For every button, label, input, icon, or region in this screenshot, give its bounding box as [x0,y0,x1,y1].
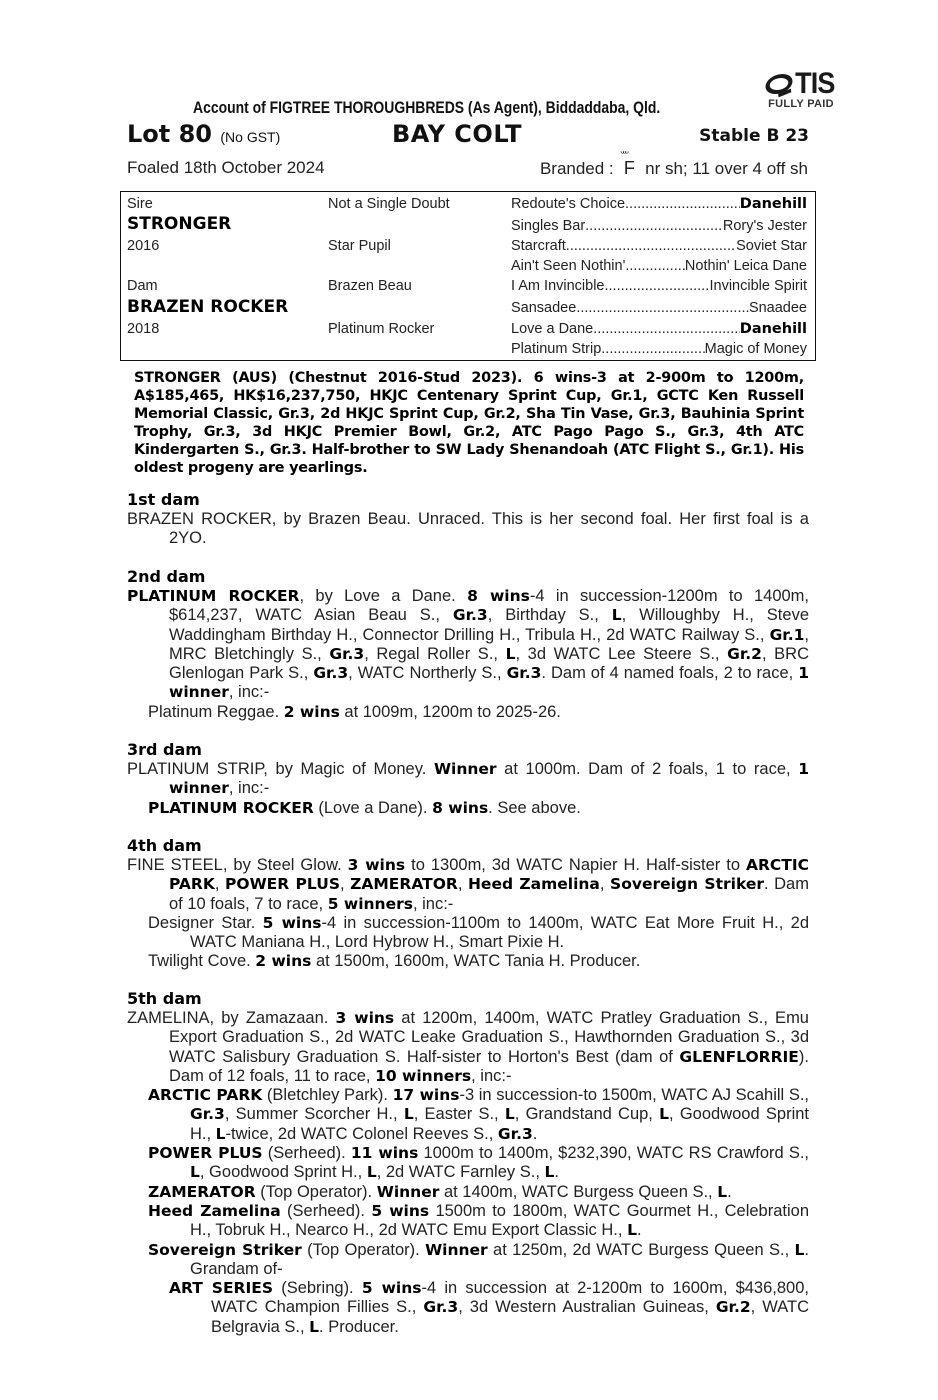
bold-text: L [504,1105,515,1124]
text: to 1300m, 3d WATC Napier H. Half-sister to [405,856,746,874]
pedigree-entry [127,760,809,799]
text: . See above. [488,798,581,817]
bold-text: Winner [376,1182,440,1201]
bold-text: 1 winner [169,760,809,798]
bold-text: ARCTIC PARK [169,856,810,894]
pedigree-entry [127,952,809,971]
pedigree-table [120,191,816,361]
text: , Easter S., [413,1105,505,1124]
great-grandparent-row: Singles Bar ..... Rory's Jester [511,217,807,235]
granddam-maternal: Platinum Rocker [328,321,435,337]
bold-text: L [544,1163,555,1182]
dam-year: 2018 [127,321,160,337]
bold-text: L [190,1163,200,1182]
text: , Regal Roller S., [364,644,506,663]
bold-text: Gr.2 [715,1298,751,1317]
text: (Sebring). [273,1279,362,1298]
text: . [727,1182,732,1201]
bold-text: L [794,1240,805,1259]
text: , by Love a Dane. [299,587,468,605]
bold-text: 5 winners [327,894,413,913]
bold-text: L [627,1221,637,1240]
section-body [127,510,809,549]
great-grandparent-row: Ain't Seen Nothin' ..... Nothin' Leica Dane [511,257,807,275]
bold-text: ARCTIC PARK [148,1086,263,1105]
brand-mark-icon: ᵕᵕᵕ F [620,147,635,178]
text: -twice, 2d WATC Colonel Reeves S., [225,1124,498,1143]
text: -3 in succession-to 1500m, WATC AJ Scahill S., [459,1086,809,1105]
dam-name: BRAZEN ROCKER [127,297,289,317]
text: . [532,1124,538,1143]
text: . Dam of 4 named foals, 2 to race, [541,664,799,683]
dam-section-3 [127,740,809,818]
vendor-account: Account of FIGTREE THOROUGHBREDS (As Agent), Biddaddaba, Qld. [193,98,661,117]
text: (Top Operator). [301,1240,426,1259]
text: , Summer Scorcher H., [224,1105,404,1124]
bold-text: PLATINUM ROCKER [127,587,300,605]
dam-section-1 [127,490,809,549]
text: , WATC Belgravia S., [211,1298,810,1336]
great-grandparent-row: Redoute's Choice ..... Danehill [511,195,807,213]
text: , inc:- [228,683,270,702]
bold-text: ZAMERATOR [350,875,458,894]
pedigree-entry [127,587,809,703]
text: , inc:- [228,779,270,798]
bold-text: L [403,1105,414,1124]
dam-section-5 [127,989,809,1337]
granddam-paternal: Star Pupil [328,238,391,254]
text: , Goodwood Sprint H., [190,1105,809,1143]
bold-text: L [309,1317,320,1336]
section-heading: 2nd dam [127,567,206,586]
bold-text: 5 wins [361,1279,422,1298]
text: Twilight Cove. [148,952,256,971]
section-body [127,856,809,972]
bold-text: Gr.3 [313,664,349,683]
text: , Goodwood Sprint H., [199,1163,367,1182]
section-heading: 3rd dam [127,740,202,759]
bold-text: 8 wins [467,587,530,605]
section-body [127,587,809,722]
bold-text: L [366,1163,377,1182]
brand-description: Branded : ᵕᵕᵕ F nr sh; 11 over 4 off sh [539,147,808,178]
great-grandparent-row: Sansadee ..... Snaadee [511,299,807,317]
text: at 1500m, 1600m, WATC Tania H. Producer. [311,952,641,971]
pedigree-entry [127,1144,809,1183]
otis-logo-icon: TIS [758,70,844,98]
great-grandparent-row: I Am Invincible ..... Invincible Spirit [511,277,807,295]
text: at 1000m. Dam of 2 foals, 1 to race, [496,760,799,778]
text: 1000m to 1400m, $232,390, WATC RS Crawford S., [418,1144,810,1163]
text: -4 in succession-1100m to 1400m, WATC Eat More Fruit H., 2d WATC Maniana H., Lord Hybrow H., Smart Pixie H. [190,913,809,952]
otis-fully-paid-logo [758,67,844,110]
text: , Birthday S., [487,606,612,625]
section-heading: 4th dam [127,836,202,855]
pedigree-entry [127,914,809,953]
bold-text: 3 wins [335,1009,395,1027]
text: -4 in succession at 2-1200m to 1600m, $436,800, WATC Champion Fillies S., [211,1279,809,1317]
text: (Top Operator). [255,1182,377,1201]
bold-text: 11 wins [350,1144,419,1163]
bold-text: Gr.3 [423,1298,459,1317]
text: ZAMELINA, by Zamazaan. [127,1009,336,1027]
text: FINE STEEL, by Steel Glow. [127,856,348,874]
bold-text: Winner [425,1240,488,1259]
text: , inc:- [412,894,454,913]
bold-text: L [659,1105,670,1124]
text: , WATC Northerly S., [348,664,507,683]
text: , Grandstand Cup, [514,1105,660,1124]
foaled-date: Foaled 18th October 2024 [127,158,325,177]
grandsire-maternal: Brazen Beau [328,278,412,294]
bold-text: Gr.3 [190,1105,225,1124]
text: at 1250m, 2d WATC Burgess Queen S., [487,1240,795,1259]
bold-text: Gr.1 [769,625,805,644]
section-body [127,1009,809,1337]
bold-text: 10 winners [375,1066,472,1085]
pedigree-entry [127,1279,809,1337]
bold-text: 17 wins [392,1086,460,1105]
dam-section-4 [127,836,809,972]
text: BRAZEN ROCKER, by Brazen Beau. Unraced. This is her second foal. Her first foal is a 2YO. [127,510,809,548]
dam-label: Dam [127,278,158,294]
bold-text: 1 winner [169,664,810,702]
pedigree-entry [127,1183,809,1202]
bold-text: Gr.3 [506,664,542,683]
pedigree-entry [127,703,809,722]
text: , [457,875,468,894]
bold-text: Heed Zamelina [148,1201,281,1220]
text: . Grandam of- [190,1240,809,1278]
pedigree-entry [127,1241,809,1280]
bold-text: Gr.2 [727,644,762,663]
bold-text: ART SERIES [169,1279,274,1298]
bold-text: POWER PLUS [148,1144,263,1163]
text: Platinum Reggae. [148,702,284,721]
sire-label: Sire [127,196,153,212]
great-grandparent-row: Platinum Strip ..... Magic of Money [511,340,807,358]
sire-year: 2016 [127,238,160,254]
text: PLATINUM STRIP, by Magic of Money. [127,760,434,778]
pedigree-entry [127,1086,809,1144]
text: , BRC Glenlogan Park S., [169,644,809,683]
pedigree-entry [127,856,809,914]
text: (Love a Dane). [313,798,433,817]
bold-text: 3 wins [347,856,406,874]
pedigree-entry [127,1202,809,1241]
bold-text: L [505,644,516,663]
gst-note: (No GST) [220,129,281,145]
bold-text: 5 wins [262,913,322,932]
dam-section-2 [127,567,809,722]
text: . [636,1221,642,1240]
text: . Producer. [319,1317,399,1336]
text: at 1009m, 1200m to 2025-26. [339,702,561,721]
text: 1500m to 1800m, WATC Gourmet H., Celebration H., Tobruk H., Nearco H., 2d WATC Emu Export Classic H., [190,1201,809,1240]
pedigree-entry [127,799,809,818]
pedigree-entry [127,510,809,549]
text: ). Dam of 12 foals, 11 to race, [169,1047,809,1085]
colour-sex: BAY COLT [392,120,523,148]
text: , 3d Western Australian Guineas, [458,1298,716,1317]
text: . Dam of 10 foals, 7 to race, [169,875,809,913]
text: , inc:- [471,1066,512,1085]
bold-text: 8 wins [432,798,489,817]
text: . [554,1163,559,1182]
bold-text: 5 wins [371,1201,430,1220]
bold-text: Heed Zamelina [467,875,600,894]
text: , MRC Bletchingly S., [169,625,809,663]
text: (Bletchley Park). [262,1086,393,1105]
bold-text: Gr.3 [452,606,488,625]
great-grandparent-row: Starcraft ..... Soviet Star [511,237,807,255]
bold-text: Gr.3 [329,644,365,663]
text: (Serheed). [280,1201,372,1220]
grandsire-paternal: Not a Single Doubt [328,196,450,212]
text: , Willoughby H., Steve Waddingham Birthday H., Connector Drilling H., Tribula H., 2d WATC Railway S., [169,606,809,644]
section-heading: 1st dam [127,490,200,509]
bold-text: Gr.3 [497,1124,533,1143]
bold-text: 2 wins [283,702,340,721]
text: , 3d WATC Lee Steere S., [515,644,728,663]
text: (Serheed). [262,1144,351,1163]
text: Designer Star. [148,913,263,932]
bold-text: Sovereign Striker [610,875,764,894]
section-heading: 5th dam [127,989,202,1008]
bold-text: POWER PLUS [225,875,340,894]
bold-text: PLATINUM ROCKER [148,798,314,817]
text: , [599,875,611,894]
lot-header [127,120,809,152]
bold-text: 2 wins [255,952,312,971]
bold-text: L [215,1124,226,1143]
text: at 1400m, WATC Burgess Queen S., [439,1182,718,1201]
sire-name: STRONGER [127,214,232,234]
great-grandparent-row: Love a Dane ..... Danehill [511,320,807,338]
lot-number: Lot 80 (No GST) [127,120,281,148]
bold-text: L [717,1182,728,1201]
text: -4 in succession-1200m to 1400m, $614,237, WATC Asian Beau S., [169,587,809,625]
text: , [340,875,351,894]
bold-text: ZAMERATOR [148,1182,256,1201]
bold-text: Winner [433,760,497,778]
text: , 2d WATC Farnley S., [376,1163,545,1182]
bold-text: L [611,606,622,625]
stable-location: Stable B 23 [699,126,809,146]
text: , [214,875,226,894]
sire-stud-note: STRONGER (AUS) (Chestnut 2016-Stud 2023). 6 wins-3 at 2-900m to 1200m, A$185,465, HK$16,237,750, HKJC Centenary Sprint Cup, Gr.1, GCTC Ken Russell Memorial Classic, Gr.3, 2d HKJC Sprint Cup, Gr.2, Sha Tin Vase, Gr.3, Bauhinia Sprint Trophy, Gr.3, 3d HKJC Premier Bowl, Gr.2, ATC Pago Pago S., Gr.3, 4th ATC Kindergarten S., Gr.3. Half-brother to SW Lady Shenandoah (ATC Flight S., Gr.1). His oldest progeny are yearlings. [134,370,804,476]
text: at 1200m, 1400m, WATC Pratley Graduation S., Emu Export Graduation S., 2d WATC Leake Graduation S., Hawthornden Graduation S., 3d WATC Salisbury Graduation S. Half-sister to Horton's Best (dam of [169,1009,809,1066]
fully-paid-label: FULLY PAID [768,98,834,110]
section-body [127,760,809,818]
bold-text: GLENFLORRIE [679,1047,799,1066]
pedigree-entry [127,1009,809,1086]
bold-text: Sovereign Striker [148,1240,302,1259]
